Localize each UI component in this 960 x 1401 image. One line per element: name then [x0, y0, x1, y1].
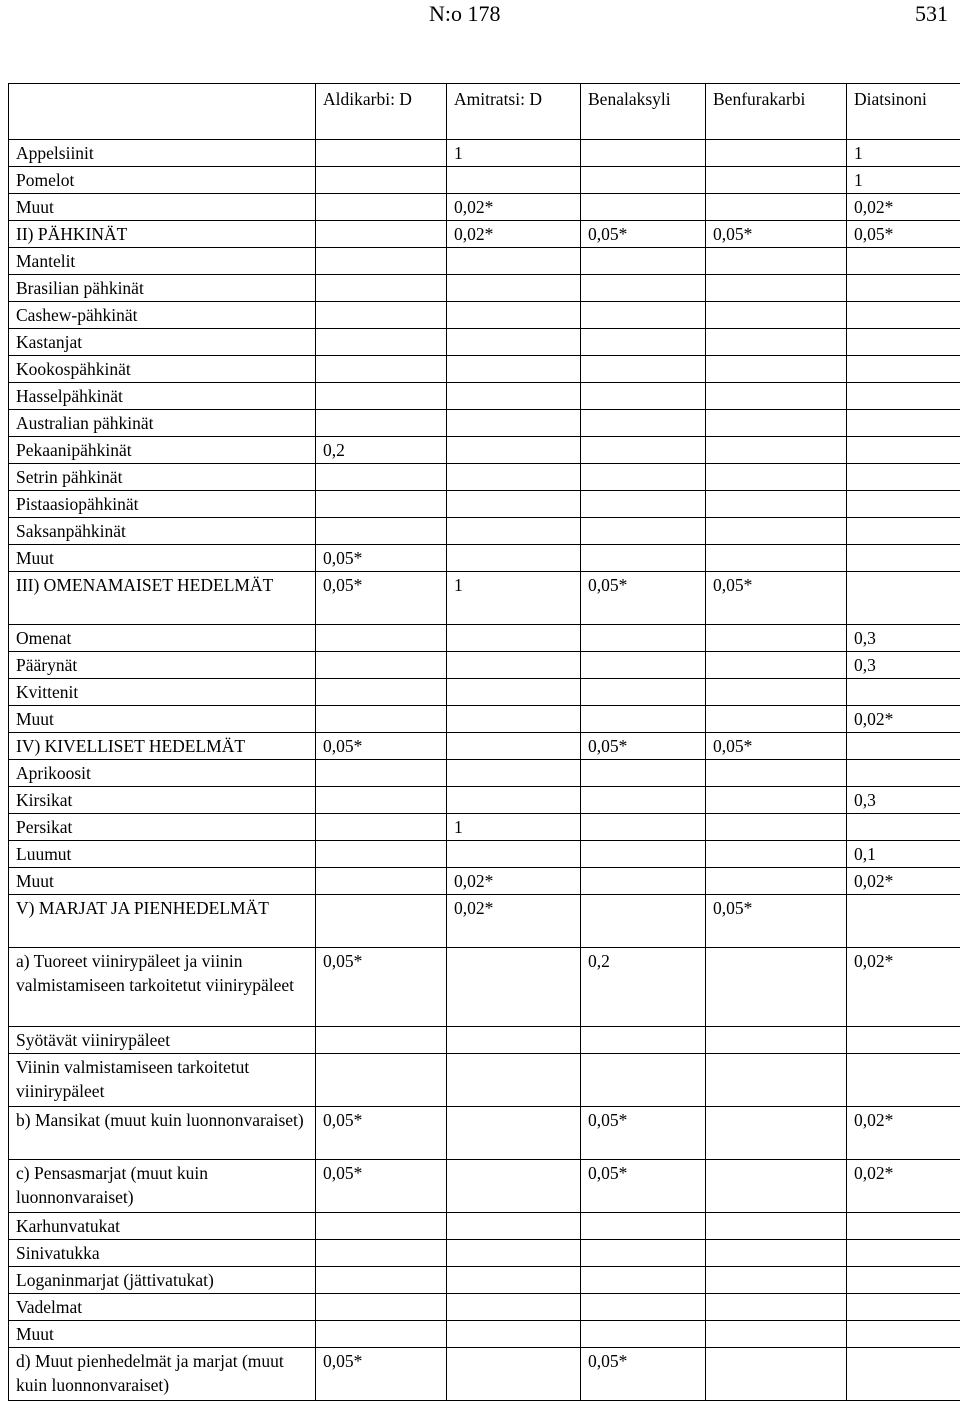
table-row	[9, 437, 960, 464]
value-cell	[706, 356, 847, 383]
value-cell	[706, 1027, 847, 1054]
row-label-cell: a) Tuoreet viinirypäleet ja viinin valmistamiseen tarkoitetut viinirypäleet	[9, 948, 316, 1027]
value-cell	[706, 248, 847, 275]
value-cell	[316, 302, 447, 329]
value-cell	[316, 464, 447, 491]
table-row	[9, 1107, 960, 1160]
value-cell	[581, 1294, 706, 1321]
value-cell	[316, 679, 447, 706]
value-cell	[706, 679, 847, 706]
value-cell	[581, 1321, 706, 1348]
value-cell	[706, 1107, 847, 1160]
table-row	[9, 1294, 960, 1321]
value-cell	[447, 329, 581, 356]
value-cell	[706, 1213, 847, 1240]
value-cell	[316, 221, 447, 248]
value-cell	[447, 1294, 581, 1321]
value-cell	[847, 437, 960, 464]
value-cell	[316, 329, 447, 356]
value-cell	[706, 948, 847, 1027]
residue-limits-table	[8, 83, 960, 1401]
value-cell: 0,05*	[581, 221, 706, 248]
row-label-cell: c) Pensasmarjat (muut kuin luonnonvaraiset)	[9, 1160, 316, 1213]
value-cell	[316, 518, 447, 545]
row-label-cell: Cashew-pähkinät	[9, 302, 316, 329]
value-cell	[316, 706, 447, 733]
value-cell	[447, 491, 581, 518]
value-cell	[316, 787, 447, 814]
row-label-cell: Kirsikat	[9, 787, 316, 814]
value-cell	[316, 1054, 447, 1107]
value-cell	[447, 1240, 581, 1267]
value-cell: 0,05*	[706, 895, 847, 948]
value-cell	[847, 760, 960, 787]
value-cell: 0,05*	[581, 1348, 706, 1401]
value-cell: 0,05*	[581, 572, 706, 625]
value-cell: 0,2	[316, 437, 447, 464]
table-row	[9, 383, 960, 410]
value-cell	[447, 733, 581, 760]
value-cell	[706, 491, 847, 518]
value-cell	[447, 1213, 581, 1240]
value-cell	[581, 140, 706, 167]
value-cell	[316, 491, 447, 518]
table-row	[9, 518, 960, 545]
table-row	[9, 1027, 960, 1054]
row-label-cell: II) PÄHKINÄT	[9, 221, 316, 248]
value-cell	[447, 356, 581, 383]
row-label-cell: d) Muut pienhedelmät ja marjat (muut kuin luonnonvaraiset)	[9, 1348, 316, 1401]
value-cell	[581, 329, 706, 356]
value-cell	[706, 625, 847, 652]
value-cell	[706, 194, 847, 221]
value-cell: 0,02*	[447, 895, 581, 948]
value-cell	[581, 194, 706, 221]
value-cell: 0,02*	[847, 948, 960, 1027]
row-label-cell: Saksanpähkinät	[9, 518, 316, 545]
value-cell	[847, 329, 960, 356]
value-cell	[706, 814, 847, 841]
value-cell	[447, 787, 581, 814]
value-cell: 0,05*	[581, 1107, 706, 1160]
value-cell	[706, 1321, 847, 1348]
table-row	[9, 787, 960, 814]
value-cell	[706, 329, 847, 356]
value-cell	[706, 1160, 847, 1213]
value-cell: 0,05*	[706, 572, 847, 625]
row-label-cell: Muut	[9, 545, 316, 572]
row-label-cell: Pekaanipähkinät	[9, 437, 316, 464]
table-row	[9, 356, 960, 383]
value-cell: 0,02*	[847, 706, 960, 733]
value-cell	[847, 1240, 960, 1267]
table-row	[9, 545, 960, 572]
row-label-cell: Muut	[9, 868, 316, 895]
value-cell	[706, 760, 847, 787]
value-cell	[316, 1027, 447, 1054]
value-cell	[706, 437, 847, 464]
value-cell	[581, 787, 706, 814]
table-row	[9, 1321, 960, 1348]
value-cell: 0,3	[847, 625, 960, 652]
value-cell	[847, 1027, 960, 1054]
value-cell	[706, 464, 847, 491]
value-cell: 0,02*	[447, 194, 581, 221]
row-label-cell: Pomelot	[9, 167, 316, 194]
page-number: 531	[915, 1, 948, 27]
value-cell	[706, 652, 847, 679]
value-cell: 0,3	[847, 787, 960, 814]
row-label-cell: Muut	[9, 194, 316, 221]
value-cell	[706, 518, 847, 545]
value-cell	[316, 1267, 447, 1294]
value-cell	[447, 275, 581, 302]
value-cell	[847, 464, 960, 491]
row-label-cell: V) MARJAT JA PIENHEDELMÄT	[9, 895, 316, 948]
value-cell: 0,02*	[847, 1107, 960, 1160]
value-cell	[847, 1321, 960, 1348]
value-cell	[581, 1240, 706, 1267]
table-row	[9, 329, 960, 356]
table-row	[9, 1348, 960, 1401]
value-cell	[316, 1213, 447, 1240]
value-cell	[581, 167, 706, 194]
value-cell	[706, 302, 847, 329]
value-cell	[706, 1054, 847, 1107]
value-cell	[847, 410, 960, 437]
value-cell	[581, 868, 706, 895]
value-cell: 0,3	[847, 652, 960, 679]
value-cell: 1	[447, 814, 581, 841]
row-label-cell: Muut	[9, 1321, 316, 1348]
row-label-cell: III) OMENAMAISET HEDELMÄT	[9, 572, 316, 625]
column-header	[9, 84, 316, 140]
row-label-cell: Hasselpähkinät	[9, 383, 316, 410]
value-cell	[847, 383, 960, 410]
table-row	[9, 895, 960, 948]
row-label-cell: Kookospähkinät	[9, 356, 316, 383]
row-label-cell: Päärynät	[9, 652, 316, 679]
value-cell	[447, 841, 581, 868]
table-row	[9, 733, 960, 760]
table-row	[9, 464, 960, 491]
value-cell	[581, 841, 706, 868]
table-row	[9, 841, 960, 868]
column-header: Aldikarbi: D	[316, 84, 447, 140]
table-body	[9, 140, 960, 1401]
table-row	[9, 625, 960, 652]
value-cell	[581, 679, 706, 706]
value-cell: 0,05*	[706, 733, 847, 760]
value-cell: 1	[847, 140, 960, 167]
table-row	[9, 194, 960, 221]
value-cell	[447, 167, 581, 194]
column-header: Amitratsi: D	[447, 84, 581, 140]
column-header: Benalaksyli	[581, 84, 706, 140]
value-cell: 0,02*	[847, 1160, 960, 1213]
value-cell	[447, 706, 581, 733]
value-cell	[847, 1267, 960, 1294]
value-cell	[847, 1213, 960, 1240]
value-cell	[706, 1348, 847, 1401]
table-row	[9, 706, 960, 733]
value-cell	[847, 1054, 960, 1107]
table-row	[9, 167, 960, 194]
value-cell	[447, 464, 581, 491]
value-cell	[447, 1027, 581, 1054]
value-cell	[847, 518, 960, 545]
table-row	[9, 1160, 960, 1213]
value-cell	[847, 248, 960, 275]
row-label-cell: Appelsiinit	[9, 140, 316, 167]
value-cell	[581, 356, 706, 383]
value-cell	[581, 410, 706, 437]
value-cell	[447, 760, 581, 787]
value-cell: 1	[847, 167, 960, 194]
value-cell	[706, 545, 847, 572]
value-cell	[316, 356, 447, 383]
value-cell	[316, 383, 447, 410]
value-cell	[316, 652, 447, 679]
value-cell: 0,05*	[316, 1107, 447, 1160]
value-cell	[706, 1240, 847, 1267]
row-label-cell: Karhunvatukat	[9, 1213, 316, 1240]
table-row	[9, 302, 960, 329]
value-cell	[847, 733, 960, 760]
value-cell	[316, 275, 447, 302]
page-header	[0, 0, 960, 40]
value-cell	[847, 572, 960, 625]
table-row	[9, 275, 960, 302]
value-cell	[581, 545, 706, 572]
value-cell	[316, 1240, 447, 1267]
table-row	[9, 221, 960, 248]
value-cell: 0,05*	[706, 221, 847, 248]
row-label-cell: Sinivatukka	[9, 1240, 316, 1267]
row-label-cell: Loganinmarjat (jättivatukat)	[9, 1267, 316, 1294]
value-cell	[316, 625, 447, 652]
value-cell: 0,05*	[581, 1160, 706, 1213]
value-cell: 0,02*	[847, 868, 960, 895]
row-label-cell: Muut	[9, 706, 316, 733]
value-cell: 0,2	[581, 948, 706, 1027]
table-row	[9, 814, 960, 841]
value-cell	[316, 410, 447, 437]
table-row	[9, 1213, 960, 1240]
value-cell: 0,02*	[447, 221, 581, 248]
value-cell	[316, 140, 447, 167]
row-label-cell: Kastanjat	[9, 329, 316, 356]
value-cell: 0,05*	[316, 545, 447, 572]
row-label-cell: Setrin pähkinät	[9, 464, 316, 491]
value-cell	[706, 275, 847, 302]
value-cell	[847, 895, 960, 948]
row-label-cell: Viinin valmistamiseen tarkoitetut viinirypäleet	[9, 1054, 316, 1107]
value-cell	[447, 545, 581, 572]
column-header: Diatsinoni	[847, 84, 960, 140]
value-cell	[581, 760, 706, 787]
value-cell: 0,05*	[316, 948, 447, 1027]
value-cell: 0,02*	[447, 868, 581, 895]
value-cell	[447, 302, 581, 329]
table-row	[9, 868, 960, 895]
value-cell	[316, 1294, 447, 1321]
value-cell	[447, 1160, 581, 1213]
value-cell	[447, 1321, 581, 1348]
value-cell	[581, 814, 706, 841]
value-cell	[581, 437, 706, 464]
value-cell	[847, 275, 960, 302]
value-cell: 1	[447, 140, 581, 167]
value-cell	[447, 383, 581, 410]
value-cell: 0,05*	[581, 733, 706, 760]
value-cell	[316, 814, 447, 841]
value-cell	[316, 895, 447, 948]
value-cell: 0,02*	[847, 194, 960, 221]
value-cell	[447, 410, 581, 437]
row-label-cell: Syötävät viinirypäleet	[9, 1027, 316, 1054]
value-cell	[581, 625, 706, 652]
row-label-cell: Pistaasiopähkinät	[9, 491, 316, 518]
table-row	[9, 248, 960, 275]
row-label-cell: Australian pähkinät	[9, 410, 316, 437]
value-cell	[706, 706, 847, 733]
value-cell	[447, 948, 581, 1027]
value-cell	[847, 545, 960, 572]
table-row	[9, 760, 960, 787]
row-label-cell: Vadelmat	[9, 1294, 316, 1321]
table-header-row	[9, 84, 960, 140]
value-cell	[706, 167, 847, 194]
value-cell	[581, 275, 706, 302]
value-cell	[447, 625, 581, 652]
value-cell: 0,05*	[316, 733, 447, 760]
value-cell	[316, 841, 447, 868]
value-cell: 0,1	[847, 841, 960, 868]
value-cell	[316, 868, 447, 895]
value-cell	[581, 652, 706, 679]
value-cell	[447, 437, 581, 464]
table-row	[9, 1240, 960, 1267]
value-cell	[706, 140, 847, 167]
row-label-cell: b) Mansikat (muut kuin luonnonvaraiset)	[9, 1107, 316, 1160]
value-cell	[581, 518, 706, 545]
value-cell	[581, 491, 706, 518]
value-cell	[447, 679, 581, 706]
value-cell	[706, 1294, 847, 1321]
row-label-cell: Omenat	[9, 625, 316, 652]
value-cell	[447, 518, 581, 545]
value-cell: 0,05*	[316, 1160, 447, 1213]
value-cell	[706, 787, 847, 814]
value-cell	[581, 1027, 706, 1054]
value-cell	[847, 1348, 960, 1401]
value-cell	[316, 194, 447, 221]
value-cell	[581, 248, 706, 275]
value-cell	[706, 868, 847, 895]
column-header: Benfurakarbi	[706, 84, 847, 140]
value-cell	[581, 383, 706, 410]
row-label-cell: Aprikoosit	[9, 760, 316, 787]
table-row	[9, 1054, 960, 1107]
value-cell	[316, 760, 447, 787]
value-cell	[847, 1294, 960, 1321]
value-cell	[447, 1267, 581, 1294]
value-cell	[447, 1054, 581, 1107]
table-row	[9, 491, 960, 518]
value-cell: 0,05*	[847, 221, 960, 248]
document-number: N:o 178	[429, 1, 501, 27]
table-row	[9, 948, 960, 1027]
value-cell	[581, 1213, 706, 1240]
value-cell	[581, 464, 706, 491]
value-cell	[447, 1348, 581, 1401]
value-cell	[581, 1054, 706, 1107]
value-cell	[316, 248, 447, 275]
value-cell	[706, 841, 847, 868]
value-cell	[581, 706, 706, 733]
value-cell	[847, 356, 960, 383]
table-row	[9, 652, 960, 679]
value-cell	[316, 1321, 447, 1348]
row-label-cell: Mantelit	[9, 248, 316, 275]
value-cell: 1	[447, 572, 581, 625]
value-cell	[447, 652, 581, 679]
row-label-cell: Brasilian pähkinät	[9, 275, 316, 302]
value-cell	[447, 1107, 581, 1160]
value-cell	[847, 491, 960, 518]
table-row	[9, 679, 960, 706]
value-cell: 0,05*	[316, 572, 447, 625]
value-cell: 0,05*	[316, 1348, 447, 1401]
value-cell	[706, 1267, 847, 1294]
value-cell	[447, 248, 581, 275]
table-row	[9, 410, 960, 437]
table-row	[9, 140, 960, 167]
value-cell	[581, 1267, 706, 1294]
value-cell	[316, 167, 447, 194]
value-cell	[847, 814, 960, 841]
value-cell	[581, 302, 706, 329]
value-cell	[847, 302, 960, 329]
table-row	[9, 1267, 960, 1294]
value-cell	[581, 895, 706, 948]
row-label-cell: Kvittenit	[9, 679, 316, 706]
table-row	[9, 572, 960, 625]
value-cell	[847, 679, 960, 706]
value-cell	[706, 383, 847, 410]
row-label-cell: Luumut	[9, 841, 316, 868]
value-cell	[706, 410, 847, 437]
row-label-cell: Persikat	[9, 814, 316, 841]
row-label-cell: IV) KIVELLISET HEDELMÄT	[9, 733, 316, 760]
